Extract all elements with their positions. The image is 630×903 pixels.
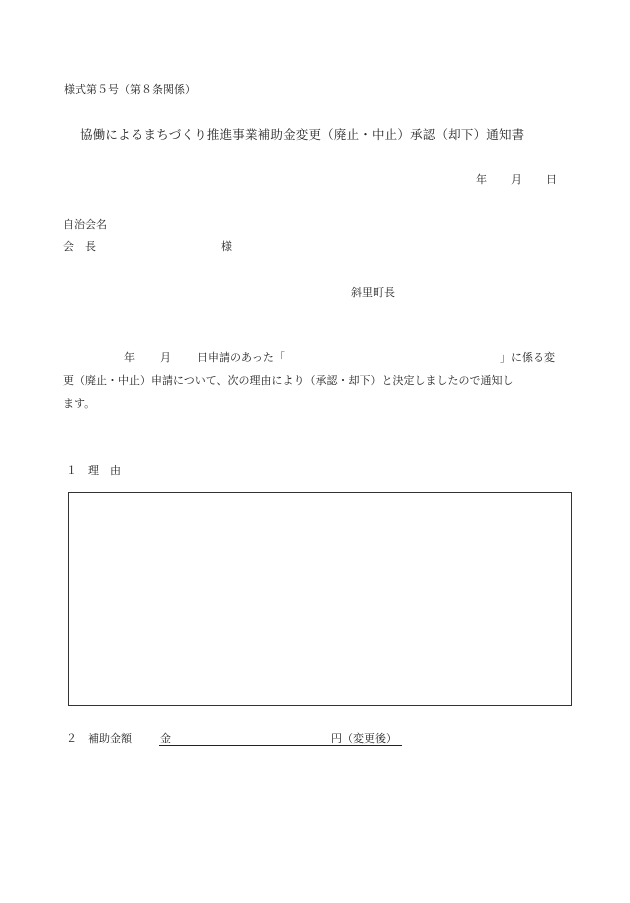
body-month-label: 月 [160,351,171,364]
currency-prefix: 金 [160,732,171,745]
date-month-label: 月 [511,173,522,186]
body-day-applied-text: 日申請のあった「 [197,351,285,364]
form-number: 様式第５号（第８条関係） [64,83,196,96]
amount-suffix: 円（変更後） [331,732,397,745]
body-line-2: 更（廃止・中止）申請について、次の理由により（承認・却下）と決定しましたので通知し [63,374,514,387]
subsidy-amount-heading: ２ 補助金額 [66,732,132,745]
association-name-label: 自治会名 [63,218,107,231]
honorific-label: 様 [221,240,232,253]
body-year-label: 年 [124,351,135,364]
form-title: 協働によるまちづくり推進事業補助金変更（廃止・中止）承認（却下）通知書 [80,127,525,142]
date-day-label: 日 [546,173,557,186]
body-line-3: ます。 [63,397,96,410]
reason-box [68,492,572,706]
date-year-label: 年 [476,173,487,186]
body-close-quote-text: 」に係る変 [500,351,555,364]
president-label: 会 長 [63,240,96,253]
sender-name: 斜里町長 [351,286,395,299]
amount-underline [159,745,402,746]
reason-heading: １ 理 由 [66,464,121,477]
